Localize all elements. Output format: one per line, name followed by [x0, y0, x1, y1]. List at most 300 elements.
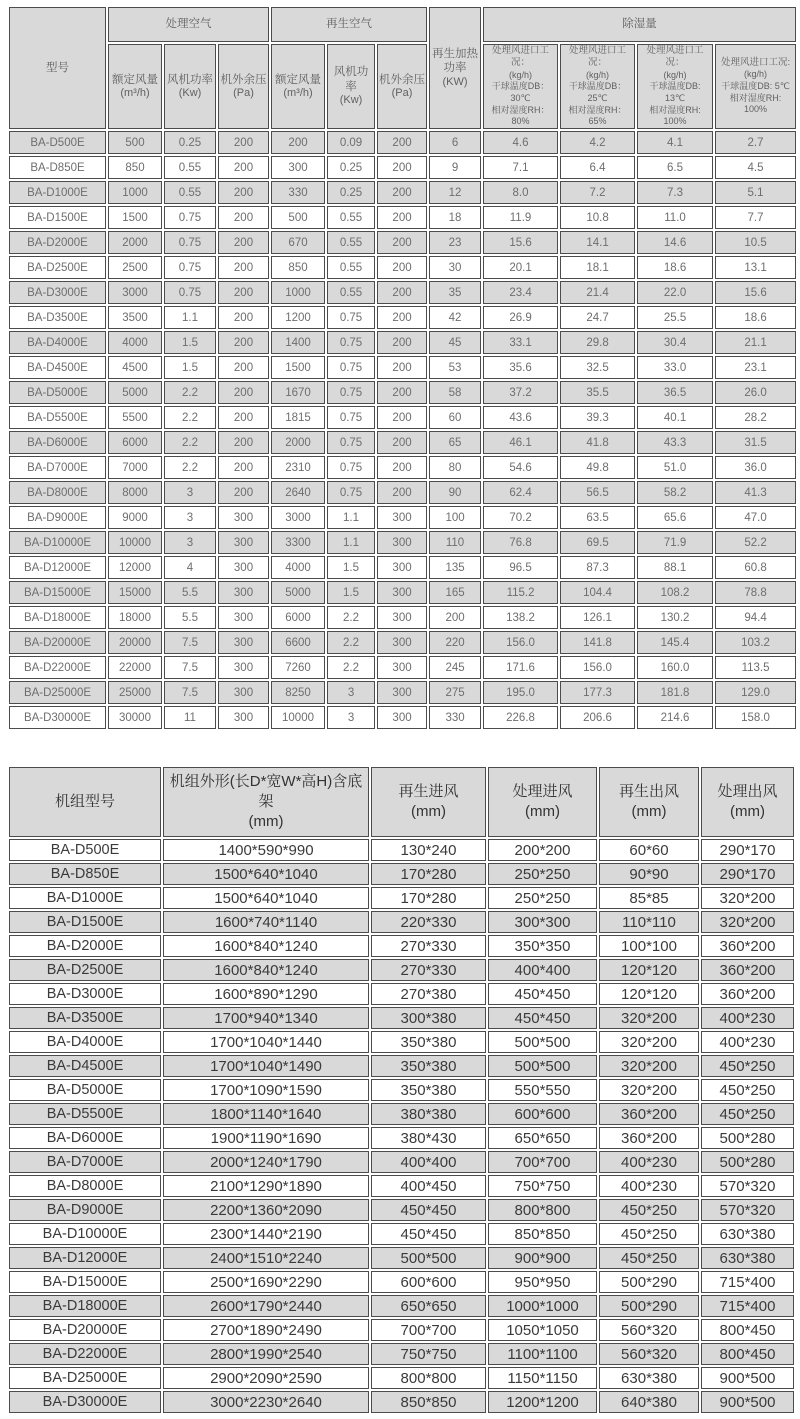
value-cell: 1.1: [164, 306, 216, 329]
value-cell: 200: [377, 331, 427, 354]
value-cell: 2.2: [164, 381, 216, 404]
value-cell: 26.9: [483, 306, 558, 329]
value-cell: 600*600: [371, 1271, 486, 1293]
value-cell: 71.9: [637, 531, 713, 554]
process-inlet-unit: (mm): [525, 803, 560, 821]
value-cell: 1200: [271, 306, 325, 329]
value-cell: 6.5: [637, 156, 713, 179]
model-cell: BA-D9000E: [9, 506, 106, 529]
value-cell: 640*380: [599, 1391, 699, 1413]
table-row: [9, 959, 794, 981]
outline-dims-unit: (mm): [248, 813, 284, 831]
model-cell: BA-D2000E: [9, 231, 106, 254]
value-cell: 900*500: [701, 1367, 794, 1389]
value-cell: 715*400: [701, 1271, 794, 1293]
value-cell: 200: [218, 256, 269, 279]
value-cell: 0.75: [327, 481, 375, 504]
table-row: [9, 381, 796, 404]
regen-pressure-unit: (Pa): [391, 86, 413, 99]
value-cell: 130.2: [637, 606, 713, 629]
model-cell: BA-D12000E: [9, 1247, 161, 1269]
value-cell: 60: [429, 406, 481, 429]
value-cell: 41.8: [560, 431, 635, 454]
model-cell: BA-D15000E: [9, 581, 106, 604]
value-cell: 2600*1790*2440: [163, 1295, 369, 1317]
value-cell: 145.4: [637, 631, 713, 654]
process-flow-unit: (m³/h): [120, 86, 150, 99]
value-cell: 28.2: [715, 406, 796, 429]
value-cell: 35.5: [560, 381, 635, 404]
regen-pressure-label: 机外余压: [379, 73, 426, 86]
value-cell: 3300: [271, 531, 325, 554]
value-cell: 46.1: [483, 431, 558, 454]
table-row: [9, 1295, 794, 1317]
value-cell: 4: [164, 556, 216, 579]
table-row: [9, 456, 796, 479]
col-header-process-inlet: [488, 767, 597, 837]
header-group-row: [9, 7, 796, 42]
value-cell: 90: [429, 481, 481, 504]
value-cell: 141.8: [560, 631, 635, 654]
value-cell: 1500*640*1040: [163, 863, 369, 885]
value-cell: 290*170: [701, 839, 794, 861]
value-cell: 0.75: [327, 356, 375, 379]
value-cell: 300: [218, 606, 269, 629]
value-cell: 171.6: [483, 656, 558, 679]
value-cell: 0.75: [327, 456, 375, 479]
value-cell: 7.7: [715, 206, 796, 229]
value-cell: 200: [271, 131, 325, 154]
value-cell: 120*120: [599, 983, 699, 1005]
value-cell: 3: [164, 531, 216, 554]
value-cell: 4.5: [715, 156, 796, 179]
value-cell: 21.1: [715, 331, 796, 354]
value-cell: 96.5: [483, 556, 558, 579]
value-cell: 1600*840*1240: [163, 935, 369, 957]
model-cell: BA-D2000E: [9, 935, 161, 957]
value-cell: 1150*1150: [488, 1367, 597, 1389]
value-cell: 1600*840*1240: [163, 959, 369, 981]
value-cell: 11: [164, 706, 216, 729]
value-cell: 88.1: [637, 556, 713, 579]
value-cell: 270*330: [371, 959, 486, 981]
table-row: [9, 631, 796, 654]
value-cell: 65: [429, 431, 481, 454]
table-row: [9, 306, 796, 329]
table-row: [9, 911, 794, 933]
process-flow-label: 额定风量: [112, 73, 158, 86]
value-cell: 22000: [108, 656, 162, 679]
model-cell: BA-D7000E: [9, 456, 106, 479]
value-cell: 0.75: [327, 331, 375, 354]
value-cell: 1000: [108, 181, 162, 204]
condition-db: 干球温度DB: 5℃: [721, 81, 790, 92]
value-cell: 5.5: [164, 581, 216, 604]
value-cell: 1815: [271, 406, 325, 429]
value-cell: 350*380: [371, 1055, 486, 1077]
value-cell: 4500: [108, 356, 162, 379]
value-cell: 1050*1050: [488, 1319, 597, 1341]
value-cell: 650*650: [488, 1127, 597, 1149]
value-cell: 181.8: [637, 681, 713, 704]
value-cell: 450*450: [488, 1007, 597, 1029]
value-cell: 11.0: [637, 206, 713, 229]
value-cell: 200: [377, 256, 427, 279]
value-cell: 200: [377, 481, 427, 504]
table-row: [9, 1199, 794, 1221]
value-cell: 2500*1690*2290: [163, 1271, 369, 1293]
model-cell: BA-D8000E: [9, 1175, 161, 1197]
value-cell: 7000: [108, 456, 162, 479]
value-cell: 52.2: [715, 531, 796, 554]
dimensions-table-header: [9, 767, 794, 837]
col-header-regen-pressure: [377, 44, 427, 129]
value-cell: 200: [218, 231, 269, 254]
value-cell: 0.09: [327, 131, 375, 154]
value-cell: 3500: [108, 306, 162, 329]
value-cell: 1000*1000: [488, 1295, 597, 1317]
value-cell: 500*500: [488, 1031, 597, 1053]
value-cell: 110*110: [599, 911, 699, 933]
value-cell: 226.8: [483, 706, 558, 729]
value-cell: 350*380: [371, 1079, 486, 1101]
table-row: [9, 656, 796, 679]
value-cell: 1500: [271, 356, 325, 379]
value-cell: 29.8: [560, 331, 635, 354]
table-row: [9, 1223, 794, 1245]
process-pressure-unit: (Pa): [233, 86, 254, 99]
value-cell: 42: [429, 306, 481, 329]
value-cell: 10000: [271, 706, 325, 729]
value-cell: 4.2: [560, 131, 635, 154]
value-cell: 33.0: [637, 356, 713, 379]
col-header-condition-13c: [637, 44, 713, 129]
value-cell: 1.5: [164, 331, 216, 354]
value-cell: 6000: [108, 431, 162, 454]
value-cell: 4000: [271, 556, 325, 579]
value-cell: 39.3: [560, 406, 635, 429]
process-outlet-label: 处理出风: [717, 782, 778, 800]
table-row: [9, 1175, 794, 1197]
value-cell: 23.4: [483, 281, 558, 304]
value-cell: 700*700: [488, 1151, 597, 1173]
model-cell: BA-D15000E: [9, 1271, 161, 1293]
value-cell: 1.5: [164, 356, 216, 379]
model-cell: BA-D4500E: [9, 356, 106, 379]
value-cell: 0.55: [164, 181, 216, 204]
table-row: [9, 156, 796, 179]
table-row: [9, 1271, 794, 1293]
value-cell: 0.75: [164, 281, 216, 304]
value-cell: 60*60: [599, 839, 699, 861]
header-row: [9, 767, 794, 837]
value-cell: 200: [377, 181, 427, 204]
value-cell: 2700*1890*2490: [163, 1319, 369, 1341]
model-cell: BA-D30000E: [9, 1391, 161, 1413]
condition-rh: 相对湿度RH：65%: [568, 104, 627, 127]
value-cell: 45: [429, 331, 481, 354]
value-cell: 120*120: [599, 959, 699, 981]
value-cell: 2800*1990*2540: [163, 1343, 369, 1365]
value-cell: 6000: [271, 606, 325, 629]
value-cell: 18.1: [560, 256, 635, 279]
value-cell: 300: [377, 556, 427, 579]
value-cell: 320*200: [599, 1079, 699, 1101]
value-cell: 200: [377, 306, 427, 329]
value-cell: 220: [429, 631, 481, 654]
regen-fan-power-unit: (Kw): [339, 94, 363, 107]
model-cell: BA-D1000E: [9, 887, 161, 909]
value-cell: 800*800: [488, 1199, 597, 1221]
value-cell: 8.0: [483, 181, 558, 204]
value-cell: 200: [218, 281, 269, 304]
table-row: [9, 1367, 794, 1389]
value-cell: 2000: [271, 431, 325, 454]
value-cell: 320*200: [599, 1055, 699, 1077]
value-cell: 0.75: [164, 206, 216, 229]
model-cell: BA-D6000E: [9, 1127, 161, 1149]
value-cell: 23.1: [715, 356, 796, 379]
value-cell: 500*290: [599, 1271, 699, 1293]
model-cell: BA-D850E: [9, 863, 161, 885]
value-cell: 8000: [108, 481, 162, 504]
condition-title: 处理风进口工况：: [646, 45, 704, 69]
value-cell: 300*300: [488, 911, 597, 933]
table-row: [9, 506, 796, 529]
value-cell: 300: [218, 506, 269, 529]
model-cell: BA-D5500E: [9, 1103, 161, 1125]
value-cell: 300: [218, 706, 269, 729]
table-row: [9, 863, 794, 885]
value-cell: 108.2: [637, 581, 713, 604]
table-row: [9, 1127, 794, 1149]
value-cell: 560*320: [599, 1319, 699, 1341]
value-cell: 10.8: [560, 206, 635, 229]
value-cell: 138.2: [483, 606, 558, 629]
model-cell: BA-D25000E: [9, 1367, 161, 1389]
model-cell: BA-D25000E: [9, 681, 106, 704]
col-header-process-fan-power: [164, 44, 216, 129]
model-cell: BA-D7000E: [9, 1151, 161, 1173]
value-cell: 158.0: [715, 706, 796, 729]
value-cell: 56.5: [560, 481, 635, 504]
model-cell: BA-D5500E: [9, 406, 106, 429]
value-cell: 13.1: [715, 256, 796, 279]
value-cell: 15.6: [483, 231, 558, 254]
value-cell: 1400: [271, 331, 325, 354]
value-cell: 5.1: [715, 181, 796, 204]
value-cell: 0.75: [327, 381, 375, 404]
value-cell: 500*290: [599, 1295, 699, 1317]
value-cell: 800*450: [701, 1319, 794, 1341]
value-cell: 14.6: [637, 231, 713, 254]
value-cell: 950*950: [488, 1271, 597, 1293]
model-cell: BA-D850E: [9, 156, 106, 179]
value-cell: 200: [218, 356, 269, 379]
model-cell: BA-D2500E: [9, 959, 161, 981]
value-cell: 715*400: [701, 1295, 794, 1317]
condition-rh: 相对湿度RH: 100%: [649, 104, 701, 127]
value-cell: 200: [218, 131, 269, 154]
value-cell: 103.2: [715, 631, 796, 654]
col-header-regen-inlet: [371, 767, 486, 837]
model-cell: BA-D18000E: [9, 606, 106, 629]
value-cell: 1.5: [327, 581, 375, 604]
table-row: [9, 581, 796, 604]
value-cell: 400*230: [701, 1007, 794, 1029]
value-cell: 7.5: [164, 631, 216, 654]
value-cell: 58: [429, 381, 481, 404]
value-cell: 20.1: [483, 256, 558, 279]
value-cell: 3: [164, 506, 216, 529]
value-cell: 450*250: [599, 1199, 699, 1221]
value-cell: 500: [108, 131, 162, 154]
value-cell: 15000: [108, 581, 162, 604]
model-cell: BA-D10000E: [9, 531, 106, 554]
value-cell: 560*320: [599, 1343, 699, 1365]
value-cell: 1900*1190*1690: [163, 1127, 369, 1149]
value-cell: 37.2: [483, 381, 558, 404]
value-cell: 200: [218, 156, 269, 179]
value-cell: 400*230: [599, 1151, 699, 1173]
value-cell: 0.75: [327, 431, 375, 454]
value-cell: 200: [377, 356, 427, 379]
condition-rh: 相对湿度RH: 100%: [729, 92, 782, 115]
value-cell: 5000: [108, 381, 162, 404]
value-cell: 1800*1140*1640: [163, 1103, 369, 1125]
value-cell: 5.5: [164, 606, 216, 629]
value-cell: 250*250: [488, 887, 597, 909]
table-row: [9, 1391, 794, 1413]
value-cell: 630*380: [701, 1223, 794, 1245]
col-header-outline-dims: [163, 767, 369, 837]
condition-db: 干球温度DB: 13℃: [649, 81, 701, 104]
regen-outlet-label: 再生出风: [618, 782, 679, 800]
value-cell: 177.3: [560, 681, 635, 704]
value-cell: 7.5: [164, 656, 216, 679]
value-cell: 7.3: [637, 181, 713, 204]
value-cell: 4.1: [637, 131, 713, 154]
condition-title: 处理风进口工况：: [492, 45, 550, 69]
value-cell: 135: [429, 556, 481, 579]
value-cell: 300: [377, 706, 427, 729]
value-cell: 2.7: [715, 131, 796, 154]
col-header-process-flow: [108, 44, 162, 129]
value-cell: 1700*1040*1440: [163, 1031, 369, 1053]
table-row: [9, 935, 794, 957]
value-cell: 21.4: [560, 281, 635, 304]
value-cell: 156.0: [560, 656, 635, 679]
value-cell: 360*200: [701, 935, 794, 957]
value-cell: 7.2: [560, 181, 635, 204]
value-cell: 4.6: [483, 131, 558, 154]
value-cell: 2200*1360*2090: [163, 1199, 369, 1221]
value-cell: 200: [377, 206, 427, 229]
col-group-process-air: 处理空气: [108, 7, 269, 42]
value-cell: 200: [377, 381, 427, 404]
performance-table-header: [9, 7, 796, 129]
value-cell: 270*330: [371, 935, 486, 957]
value-cell: 24.7: [560, 306, 635, 329]
value-cell: 850: [108, 156, 162, 179]
value-cell: 300: [377, 631, 427, 654]
value-cell: 1700*940*1340: [163, 1007, 369, 1029]
col-header-condition-25c: [560, 44, 635, 129]
value-cell: 0.75: [164, 231, 216, 254]
value-cell: 10.5: [715, 231, 796, 254]
value-cell: 450*250: [701, 1055, 794, 1077]
col-header-regen-outlet: [599, 767, 699, 837]
value-cell: 25000: [108, 681, 162, 704]
value-cell: 49.8: [560, 456, 635, 479]
value-cell: 350*350: [488, 935, 597, 957]
table-row: [9, 556, 796, 579]
model-cell: BA-D12000E: [9, 556, 106, 579]
value-cell: 850: [271, 256, 325, 279]
value-cell: 270*380: [371, 983, 486, 1005]
value-cell: 165: [429, 581, 481, 604]
value-cell: 200: [218, 331, 269, 354]
value-cell: 300*380: [371, 1007, 486, 1029]
value-cell: 2300*1440*2190: [163, 1223, 369, 1245]
table-row: [9, 531, 796, 554]
model-cell: BA-D500E: [9, 131, 106, 154]
value-cell: 450*450: [488, 983, 597, 1005]
value-cell: 1700*1040*1490: [163, 1055, 369, 1077]
performance-table-body: [9, 131, 796, 729]
regen-fan-power-label: 风机功率: [333, 66, 369, 93]
value-cell: 9000: [108, 506, 162, 529]
condition-title: 处理风进口工况：: [569, 45, 627, 69]
table-row: [9, 406, 796, 429]
col-header-unit-model: [9, 767, 161, 837]
process-outlet-unit: (mm): [730, 803, 765, 821]
value-cell: 1.1: [327, 531, 375, 554]
model-cell: BA-D30000E: [9, 706, 106, 729]
model-cell: BA-D3000E: [9, 281, 106, 304]
condition-unit: (kg/h): [586, 69, 610, 80]
value-cell: 1200*1200: [488, 1391, 597, 1413]
table-row: [9, 887, 794, 909]
condition-unit: (kg/h): [663, 69, 687, 80]
value-cell: 900*900: [488, 1247, 597, 1269]
value-cell: 320*200: [599, 1031, 699, 1053]
value-cell: 160.0: [637, 656, 713, 679]
value-cell: 300: [377, 656, 427, 679]
value-cell: 300: [218, 656, 269, 679]
value-cell: 360*200: [701, 983, 794, 1005]
value-cell: 2.2: [327, 631, 375, 654]
regen-inlet-unit: (mm): [411, 803, 446, 821]
value-cell: 6.4: [560, 156, 635, 179]
dimensions-table: [7, 765, 796, 1415]
value-cell: 1100*1100: [488, 1343, 597, 1365]
model-cell: BA-D3500E: [9, 1007, 161, 1029]
value-cell: 126.1: [560, 606, 635, 629]
value-cell: 51.0: [637, 456, 713, 479]
table-row: [9, 431, 796, 454]
regen-flow-unit: (m³/h): [283, 86, 313, 99]
value-cell: 450*250: [701, 1103, 794, 1125]
value-cell: 200: [377, 456, 427, 479]
value-cell: 5500: [108, 406, 162, 429]
value-cell: 2500: [108, 256, 162, 279]
value-cell: 1500*640*1040: [163, 887, 369, 909]
model-cell: BA-D22000E: [9, 1343, 161, 1365]
value-cell: 22.0: [637, 281, 713, 304]
value-cell: 300: [271, 156, 325, 179]
value-cell: 2640: [271, 481, 325, 504]
